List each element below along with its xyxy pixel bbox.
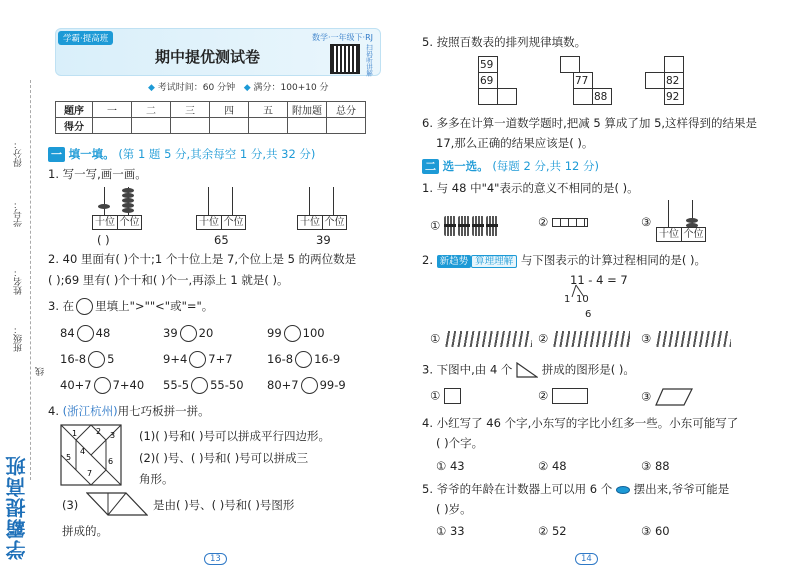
score-cell[interactable] (132, 118, 171, 134)
compare-circle[interactable] (284, 325, 301, 342)
q4-sub3-tail: 是由( )号、( )号和( )号图形 (153, 498, 295, 512)
c3-option-2[interactable]: ② (538, 388, 588, 404)
q3-item: 40+7 7+40 (60, 378, 145, 392)
line-label: 线 (36, 367, 46, 376)
c5-option-1[interactable]: ① 33 (436, 524, 465, 538)
table-header: 二 (132, 102, 171, 118)
c4-option-3[interactable]: ③ 88 (641, 459, 670, 473)
sticks-icon (655, 331, 731, 347)
grid-cell-blank[interactable] (645, 72, 665, 89)
q6-line2: 17,那么正确的结果应该是( )。 (436, 136, 594, 150)
q5-text: 5. 按照百数表的排列规律填数。 (422, 35, 587, 49)
c2-split-1: 1 (564, 294, 571, 305)
q3-item: 84 48 (60, 326, 111, 340)
stick-bundle-icon (486, 216, 498, 236)
section1-header (48, 148, 315, 162)
c4-line1: 4. 小红写了 46 个字,小东写的字比小红多一些。小东可能写了 (422, 416, 739, 430)
score-cell[interactable] (249, 118, 288, 134)
q1-text: 1. 写一写,画一画。 (48, 167, 147, 181)
q1-answer-blank[interactable]: ( ) (97, 233, 110, 247)
c2-option-2[interactable]: ② (538, 331, 630, 347)
class-label: 班级： (14, 325, 24, 352)
tens-label: 十位 (199, 217, 219, 228)
compare-circle[interactable] (88, 351, 105, 368)
piece-number: 7 (87, 469, 93, 478)
qr-caption: 扫码听讲解 (365, 44, 373, 77)
exam-score: 满分：100+10 分 (253, 83, 329, 93)
grid-cell-blank[interactable] (664, 56, 684, 73)
circle-blank-icon (76, 298, 93, 315)
qr-code-icon[interactable] (330, 44, 360, 74)
q3-item: 16-8 5 (60, 352, 115, 366)
score-cell[interactable] (93, 118, 132, 134)
cut-line (30, 80, 31, 480)
compare-circle[interactable] (191, 377, 208, 394)
score-table (55, 101, 366, 134)
score-label: 得分： (14, 140, 24, 167)
q4-sub2b: 角形。 (139, 472, 174, 486)
binding-strip (0, 0, 48, 566)
c5-line1: 5. 爷爷的年龄在计数器上可以用 6 个 摆出来,爷爷可能是 (422, 482, 730, 496)
q4-sub2a: (2)( )号、( )号和( )号可以拼成三 (139, 451, 309, 465)
section-badge: 二 (422, 159, 439, 174)
q4-text: 4. (浙江杭州)用七巧板拼一拼。 (48, 404, 210, 418)
q2-line1: 2. 40 里面有( )个十;1 个十位上是 7,个位上是 5 的两位数是 (48, 252, 357, 266)
brand-logo: 学霸提高班 (5, 455, 29, 560)
compare-circle[interactable] (189, 351, 206, 368)
section-note: (第 1 题 5 分,其余每空 1 分,共 32 分) (118, 147, 316, 161)
abacus-1 (92, 182, 142, 230)
right-triangle-icon (516, 362, 538, 378)
table-header: 三 (171, 102, 210, 118)
grid-cell: 92 (664, 88, 684, 105)
page-number-right: 14 (575, 546, 598, 565)
q4-sub1: (1)( )号和( )号可以拼成平行四边形。 (139, 429, 331, 443)
q3-item: 16-8 16-9 (267, 352, 341, 366)
c2-split-10: 10 (576, 294, 589, 305)
tag-type: 算理理解 (471, 255, 517, 268)
q4-source: (浙江杭州) (62, 404, 118, 418)
c3-option-3[interactable]: ③ (641, 388, 693, 406)
row-label: 得分 (56, 118, 93, 134)
piece-number: 6 (108, 457, 114, 466)
ones-label: 个位 (681, 228, 705, 241)
page-number-left: 13 (204, 546, 227, 565)
c5-line2: ( )岁。 (436, 502, 472, 516)
q1-number-39: 39 (316, 233, 331, 247)
abacus-2 (196, 182, 246, 230)
table-header: 总分 (327, 102, 366, 118)
tangram-figure (60, 424, 122, 486)
q3-item: 99 100 (267, 326, 325, 340)
sticks-icon (552, 331, 630, 347)
compare-circle[interactable] (94, 377, 111, 394)
c3-text: 3. 下图中,由 4 个 拼成的图形是( )。 (422, 362, 635, 377)
exam-title: 期中提优测试卷 (155, 48, 261, 66)
exam-info (148, 80, 329, 93)
q4-sub3-label: (3) (62, 498, 79, 512)
score-cell[interactable] (210, 118, 249, 134)
c2-option-3[interactable]: ③ (641, 331, 731, 347)
section-badge: 一 (48, 147, 65, 162)
c1-abacus (656, 200, 706, 242)
piece-number: 4 (80, 447, 86, 456)
score-cell[interactable] (327, 118, 366, 134)
tens-label: 十位 (300, 217, 320, 228)
grid-cell: 88 (592, 88, 612, 105)
score-cell[interactable] (171, 118, 210, 134)
c5-option-2[interactable]: ② 52 (538, 524, 567, 538)
q3-text (48, 298, 213, 315)
series-tag: 学霸·提高班 (58, 31, 113, 45)
abacus-3 (297, 182, 347, 230)
q6-line1: 6. 多多在计算一道数学题时,把减 5 算成了加 5,这样得到的结果是 (422, 116, 758, 130)
c5-option-3[interactable]: ③ 60 (641, 524, 670, 538)
student-id-label: 学号： (14, 200, 24, 227)
c2-text: 2. 新趋势 算理理解 与下图表示的计算过程相同的是( )。 (422, 253, 706, 267)
parallelogram-figure (86, 492, 148, 516)
section-note: (每题 2 分,共 12 分) (492, 159, 600, 173)
c1-text: 1. 与 48 中"4"表示的意义不相同的是( )。 (422, 181, 639, 195)
q3-text-post: 里填上">""<"或"="。 (95, 299, 214, 313)
c2-option-1[interactable]: ① (430, 331, 532, 347)
q4-sub3-tail2: 拼成的。 (62, 524, 108, 538)
stick-bundle-icon (444, 216, 456, 236)
stick-bundle-icon (472, 216, 484, 236)
section-title: 选一选。 (442, 159, 489, 173)
table-header: 一 (93, 102, 132, 118)
table-header: 四 (210, 102, 249, 118)
c3-option-1[interactable]: ① (430, 388, 461, 404)
c1-option-2[interactable]: ② (538, 216, 588, 229)
score-icon: ◆ (243, 83, 251, 93)
grid-cell-blank[interactable] (560, 56, 580, 73)
tag-new: 新趋势 (437, 255, 472, 268)
table-header: 五 (249, 102, 288, 118)
compare-circle[interactable] (77, 325, 94, 342)
exam-time: 考试时间：60 分钟 (157, 83, 236, 93)
section2-header (422, 160, 599, 174)
grid-cell: 69 (478, 72, 498, 89)
stick-bundle-icon (458, 216, 470, 236)
c1-option-3[interactable]: ③ (641, 215, 652, 229)
ones-label: 个位 (117, 216, 141, 229)
table-header: 题序 (56, 102, 93, 118)
c4-option-2[interactable]: ② 48 (538, 459, 567, 473)
c4-line2: ( )个字。 (436, 436, 484, 450)
square-icon (444, 388, 461, 404)
cube-strip-icon (552, 218, 588, 227)
piece-number: 1 (72, 429, 78, 438)
q3-item: 9+4 7+7 (163, 352, 233, 366)
ones-label: 个位 (221, 216, 245, 229)
q1-number-65: 65 (214, 233, 229, 247)
name-label: 姓名： (14, 268, 24, 295)
q3-item: 55-5 55-50 (163, 378, 244, 392)
q3-item: 80+7 99-9 (267, 378, 346, 392)
table-header: 附加题 (288, 102, 327, 118)
compare-circle[interactable] (180, 325, 197, 342)
c2-equation: 11 - 4 = 7 (570, 273, 628, 287)
tens-label: 十位 (659, 229, 679, 240)
c4-option-1[interactable]: ① 43 (436, 459, 465, 473)
clock-icon: ◆ (148, 83, 155, 93)
grid-cell: 82 (664, 72, 684, 89)
score-cell[interactable] (288, 118, 327, 134)
grid-cell: 77 (573, 72, 593, 89)
grid-cell-blank[interactable] (573, 88, 593, 105)
parallelogram-icon (655, 388, 693, 406)
c2-result: 6 (585, 309, 592, 320)
compare-circle[interactable] (295, 351, 312, 368)
piece-number: 5 (66, 453, 72, 462)
ones-label: 个位 (322, 216, 346, 229)
grid-cell-blank[interactable] (478, 88, 498, 105)
grid-cell: 59 (478, 56, 498, 73)
compare-circle[interactable] (301, 377, 318, 394)
q3-item: 39 20 (163, 326, 214, 340)
grade-tag: 数学·一年级下·RJ (312, 33, 374, 42)
tens-label: 十位 (95, 217, 115, 228)
sticks-icon (444, 331, 532, 347)
q2-line2: ( );69 里有( )个十和( )个一,再添上 1 就是( )。 (48, 273, 289, 287)
bead-icon (616, 486, 630, 494)
section-title: 填一填。 (68, 147, 115, 161)
q3-text-pre: 3. 在 (48, 299, 75, 313)
grid-cell-blank[interactable] (497, 88, 517, 105)
piece-number: 3 (110, 431, 116, 440)
c1-option-1[interactable]: ① (430, 216, 500, 236)
piece-number: 2 (96, 427, 102, 436)
rectangle-icon (552, 388, 588, 404)
